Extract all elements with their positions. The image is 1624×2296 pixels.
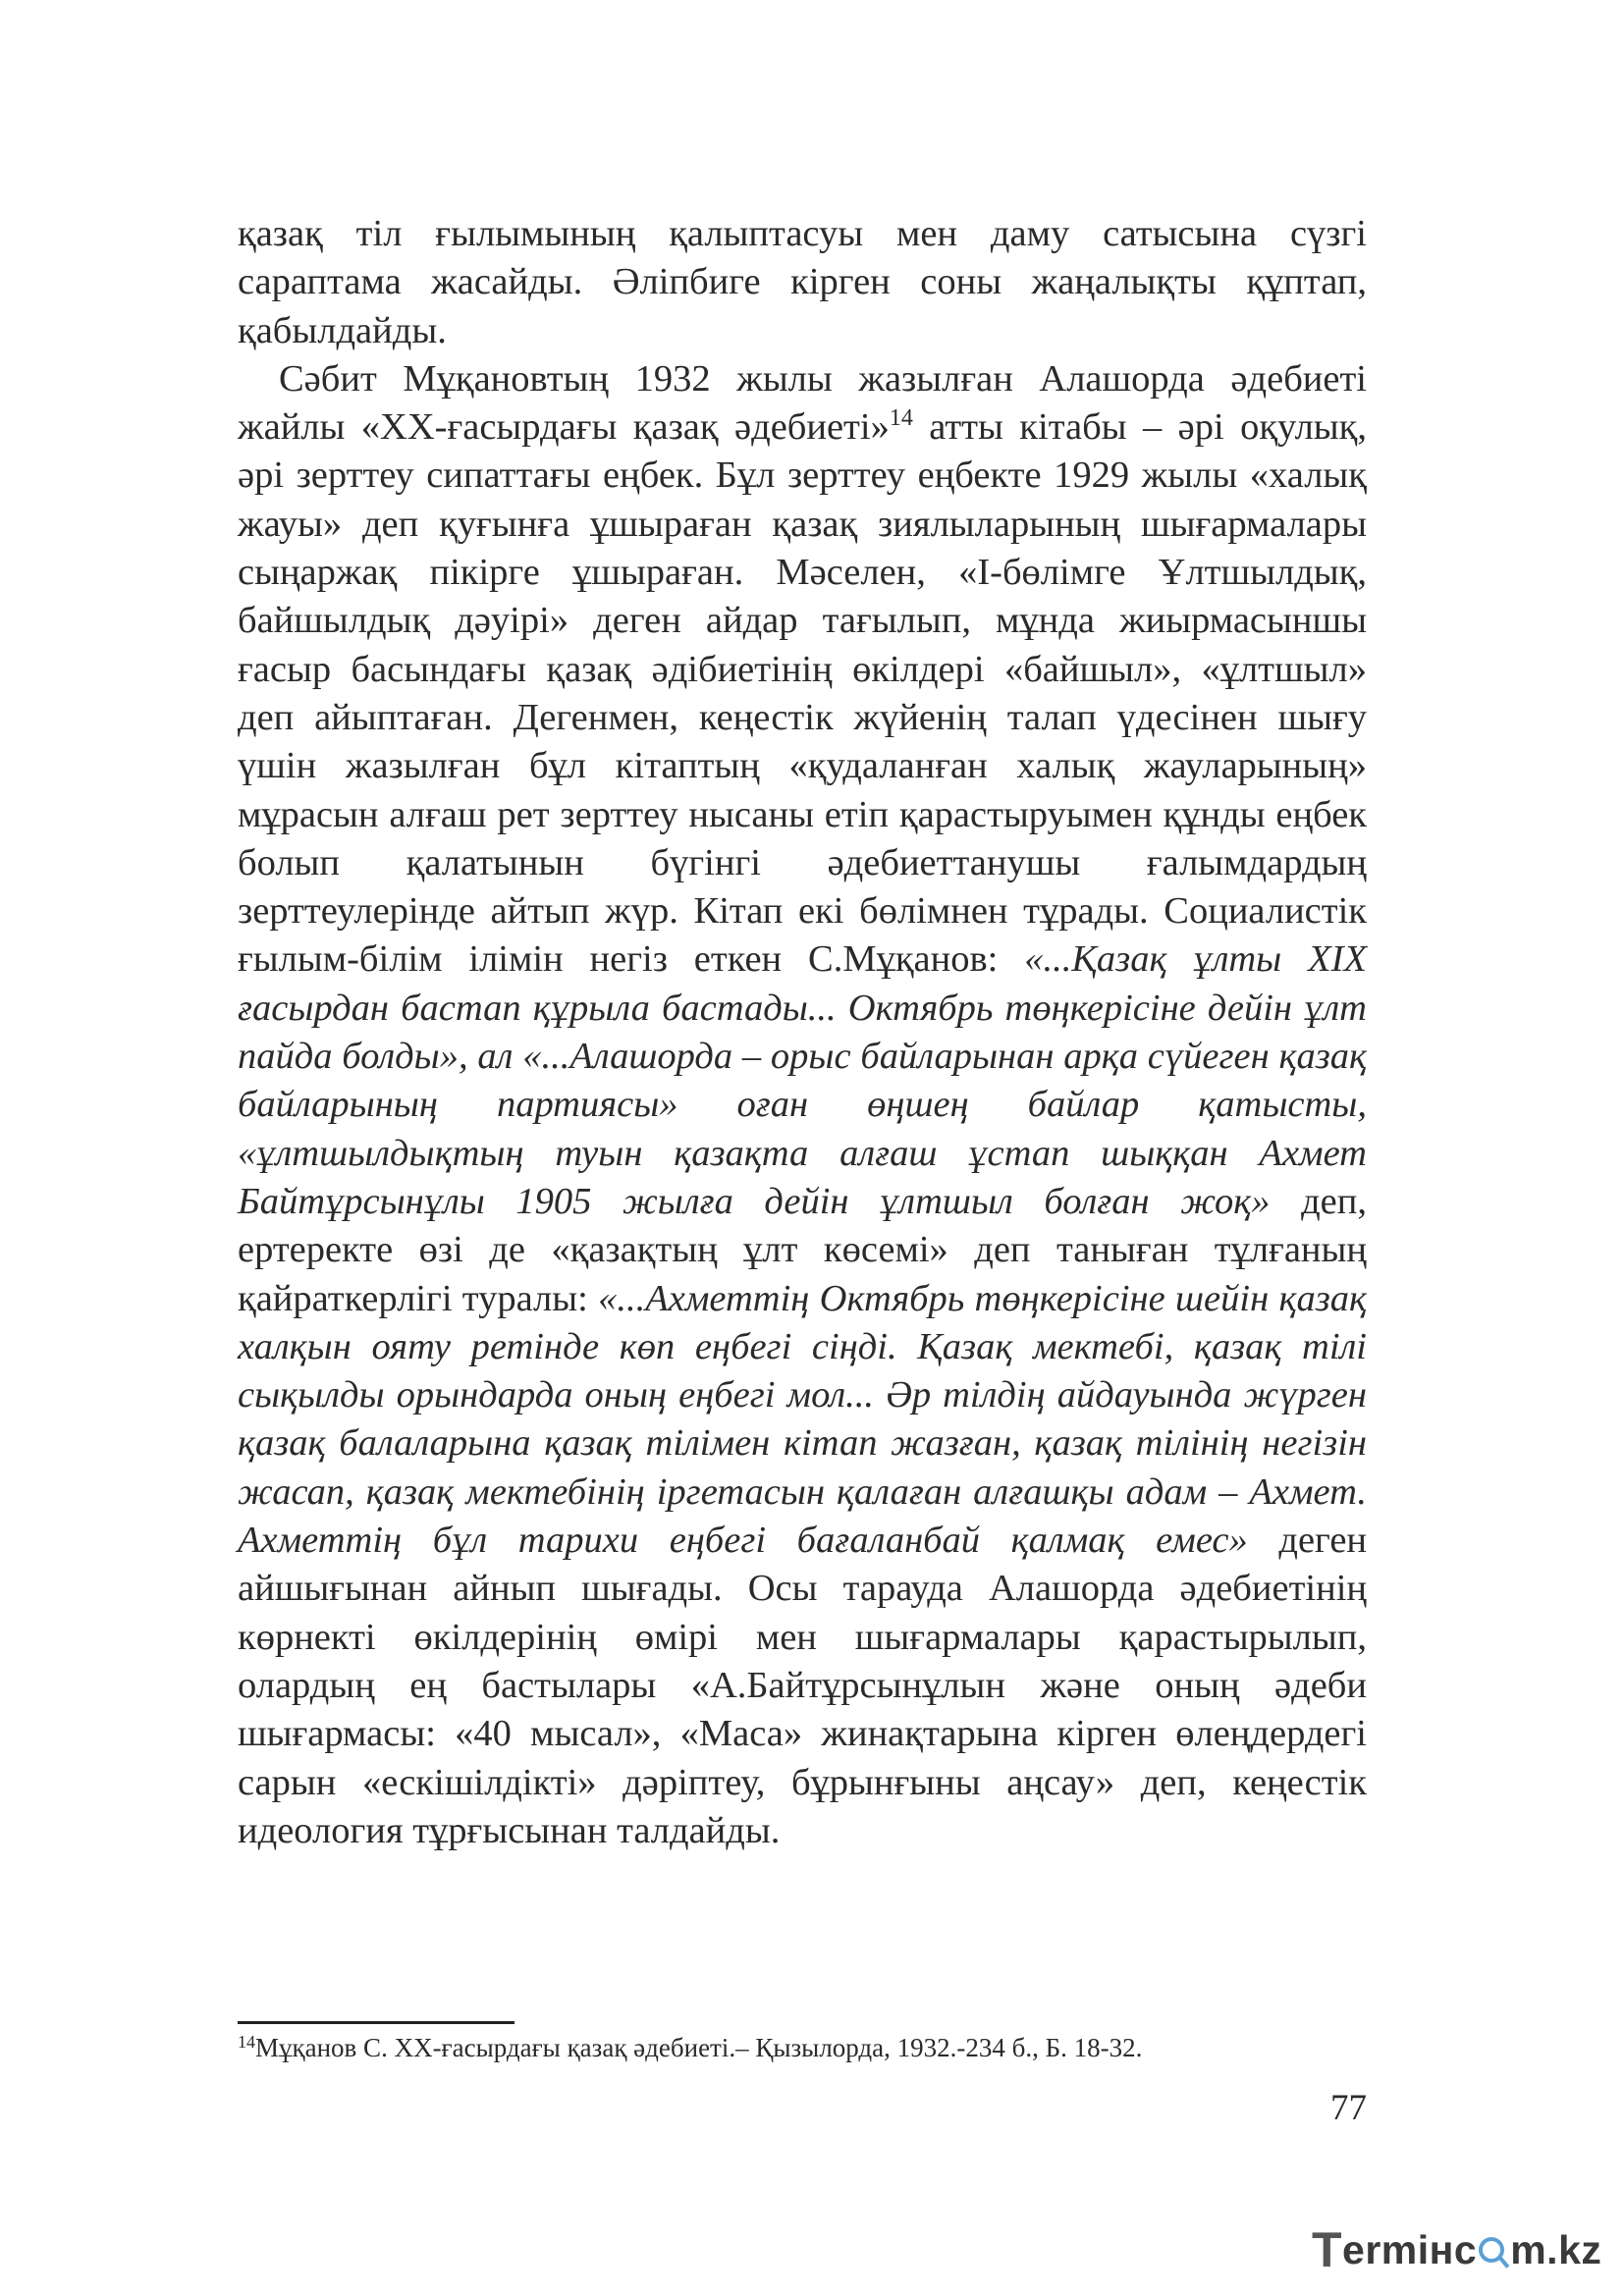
watermark-text-1: ermінc <box>1342 2226 1478 2272</box>
paragraph-2-text-d: деген айшығынан айнып шығады. Осы тарауда Алашорда әдебиетінің көрнекті өкілдерінің өмірі мен шығармалары қарастырылып, олардың ең бастылары «А.Байтұрсынұлын және оның әдеби шығармасы: «40 мысал», «Маса» жинақтарына кірген өлеңдердегі сарын «ескішілдікті» дәріптеу, бұрынғыны аңсау» деп, кеңестік идеология тұрғысынан талдайды. <box>238 1520 1368 1851</box>
footnote-number: 14 <box>238 2032 255 2052</box>
paragraph-2 <box>238 355 1367 1855</box>
footnote <box>238 2030 1367 2065</box>
quote-italic-2: «...Ахметтің Октябрь төңкерісіне шейін қазақ халқын ояту ретінде көп еңбегі сіңді. Қазақ мектебі, қазақ тілі сықылды орындарда оның еңбегі мол... Әр тілдің айдауында жүрген қазақ балаларына қазақ тілімен кітап жазған, қазақ тілінің негізін жасап, қазақ мектебінің іргетасын қалаған алғашқы адам – Ахмет. Ахметтің бұл тарихи еңбегі бағаланбай қалмақ емес» <box>238 1277 1367 1562</box>
page-number: 77 <box>1330 2088 1367 2128</box>
paragraph-2-text-b: атты кітабы – әрі оқулық, әрі зерттеу сипаттағы еңбек. Бұл зерттеу еңбекте 1929 жылы «халық жауы» деп қуғынға ұшыраған қазақ зиялыларының шығармалары сыңаржақ пікірге ұшыраған. Мәселен, «І-бөлімге Ұлтшылдық, байшылдық дәуірі» деген айдар тағылып, мұнда жиырмасыншы ғасыр басындағы қазақ әдібиетінің өкілдері «байшыл», «ұлтшыл» деп айыптаған. Дегенмен, кеңестік жүйенің талап үдесінен шығу үшін жазылған бұл кітаптың «қудаланған халық жауларының» мұрасын алғаш рет зерттеу нысаны етіп қарастыруымен құнды еңбек болып қалатынын бүгінгі әдебиеттанушы ғалымдардың зерттеулерінде айтып жүр. Кітап екі бөлімнен тұрады. Социалистік ғылым-білім ілімін негіз еткен С.Мұқанов: <box>238 406 1367 981</box>
magnifier-icon <box>1479 2237 1504 2263</box>
terminkom-watermark[interactable] <box>1312 2222 1601 2277</box>
paragraph-2-text-c: деп, ертеректе өзі де «қазақтың ұлт көсемі» деп таныған тұлғаның қайраткерлігі туралы: <box>238 1180 1368 1319</box>
watermark-first-letter: T <box>1312 2222 1343 2277</box>
footnote-divider <box>238 2021 514 2024</box>
main-text <box>238 210 1367 1855</box>
paragraph-2-text-a: Сәбит Мұқановтың 1932 жылы жазылған Алашорда әдебиеті жайлы «ХХ-ғасырдағы қазақ әдебиеті» <box>238 357 1367 449</box>
footnote-reference[interactable]: 14 <box>889 405 913 432</box>
watermark-text-2: m.kz <box>1510 2226 1602 2272</box>
paragraph-1: қазақ тіл ғылымының қалыптасуы мен даму сатысына сүзгі сараптама жасайды. Әліпбиге кірген соны жаңалықты құптап, қабылдайды. <box>238 213 1367 351</box>
footnote-text: Мұқанов С. ХХ-ғасырдағы қазақ әдебиеті.– Қызылорда, 1932.-234 б., Б. 18-32. <box>255 2033 1143 2062</box>
quote-italic-1: «...Қазақ ұлты ХІХ ғасырдан бастап құрыла бастады... Октябрь төңкерісіне дейін ұлт пайда болды», ал «...Алашорда – орыс байларынан арқа сүйеген қазақ байларының партиясы» оған өңшең байлар қатысты, «ұлтшылдықтың туын қазақта алғаш ұстап шыққан Ахмет Байтұрсынұлы 1905 жылға дейін ұлтшыл болған жоқ» <box>238 938 1367 1222</box>
